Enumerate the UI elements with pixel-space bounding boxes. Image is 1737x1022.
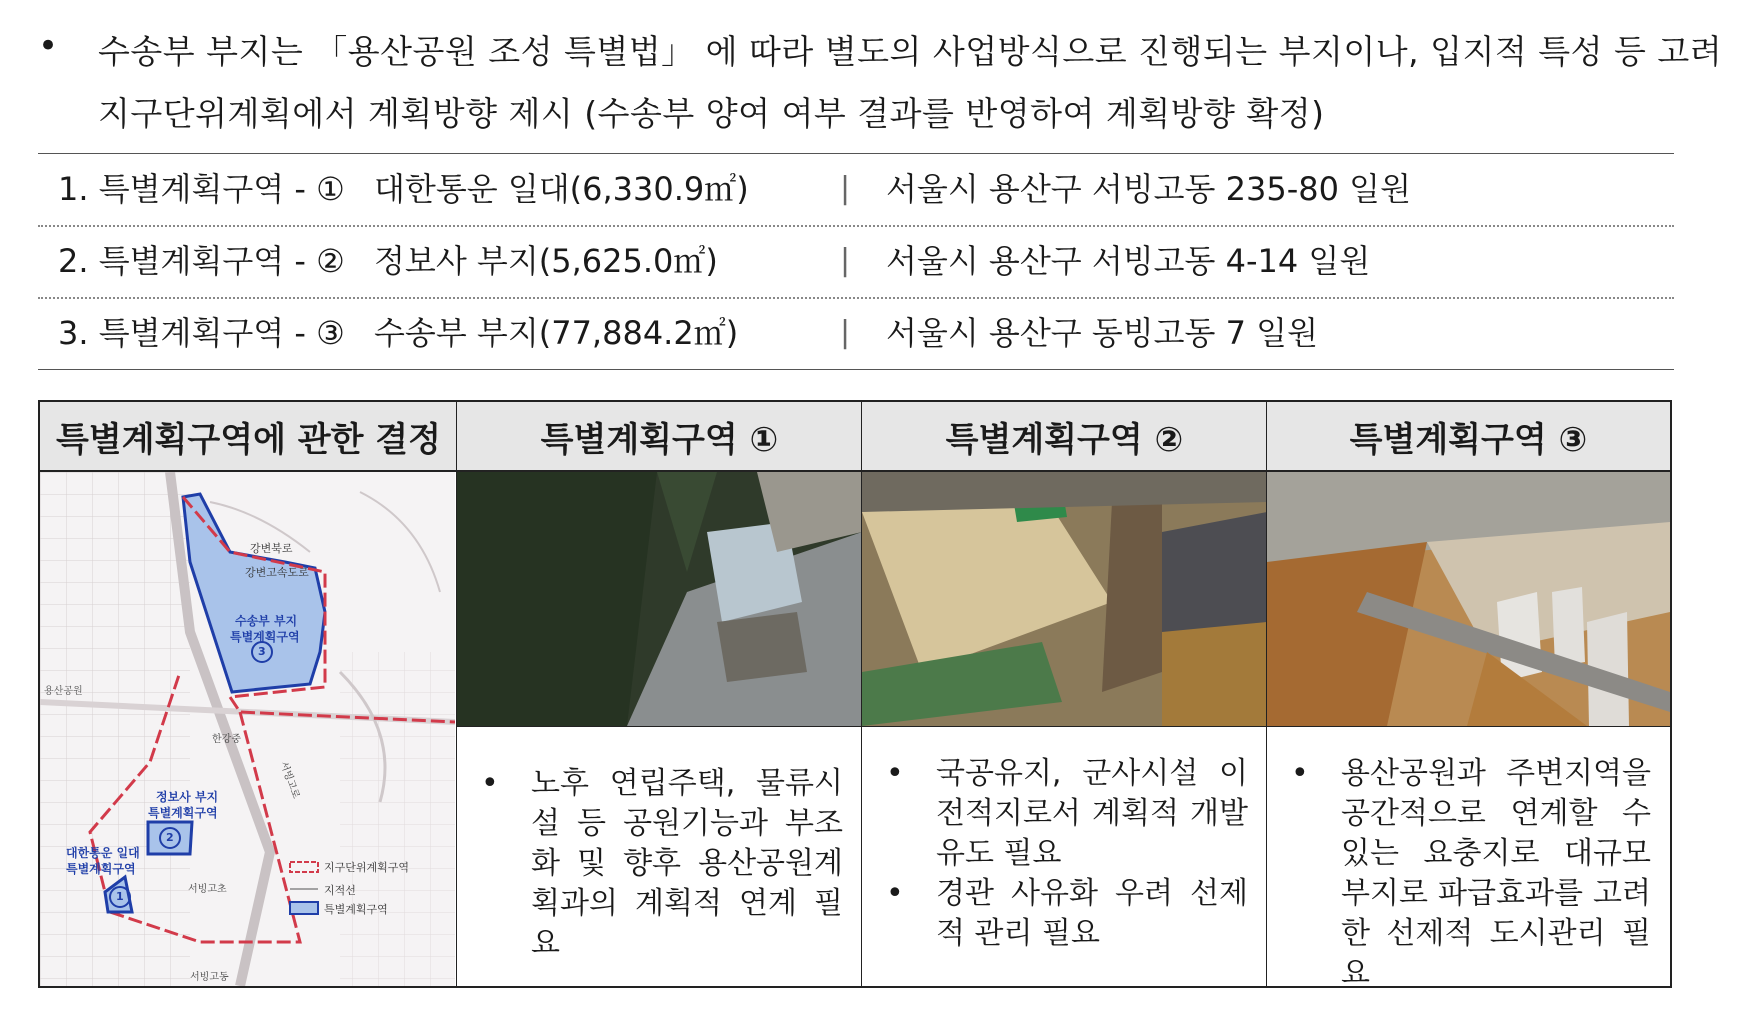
divider — [38, 369, 1674, 370]
map-area-label: 용산공원 — [44, 686, 83, 697]
table-header: 특별계획구역에 관한 결정 — [40, 402, 457, 472]
item-address: 서울시 용산구 서빙고동 4-14 일원 — [886, 242, 1371, 280]
map-zone-label: 정보사 부지 — [156, 790, 219, 804]
legend-item: 지적선 — [324, 884, 356, 897]
item-number: 1. 특별계획구역 - ① — [58, 170, 345, 208]
aerial-photo-zone-3 — [1267, 472, 1670, 726]
zone-3-description — [1267, 728, 1670, 991]
zone-1-description — [457, 728, 862, 986]
special-zone-table — [38, 400, 1672, 991]
table-header: 특별계획구역 ③ — [1267, 402, 1670, 472]
zone-2-description — [862, 728, 1267, 986]
bullet: • — [886, 756, 904, 791]
aerial-photo-zone-2 — [862, 472, 1267, 726]
item-number: 2. 특별계획구역 - ② — [58, 242, 345, 280]
bullet: • — [1291, 756, 1309, 791]
list-item — [38, 297, 1674, 369]
map-zone-label: 특별계획구역 — [66, 862, 136, 876]
map-zone-number: 2 — [166, 831, 174, 844]
bullet: • — [886, 876, 904, 911]
map-area-label: 한강중 — [212, 734, 241, 745]
item-address: 서울시 용산구 동빙고동 7 일원 — [886, 314, 1318, 352]
legend-item: 지구단위계획구역 — [324, 861, 410, 874]
item-name: 수송부 부지(77,884.2㎡) — [374, 314, 739, 352]
item-number: 3. 특별계획구역 - ③ — [58, 314, 345, 352]
description-text: 노후 연립주택, 물류시설 등 공원기능과 부조화 및 향후 용산공원계획과의 계획적 연계 필요 — [531, 766, 843, 961]
intro-line-1: 수송부 부지는 「용산공원 조성 특별법」 에 따라 별도의 사업방식으로 진행되는 부지이나, 입지적 특성 등 고려 — [98, 32, 1723, 71]
description-text: 용산공원과 주변지역을 공간적으로 연계할 수 있는 요충지로 대규모 부지로 파급효과를 고려한 선제적 도시관리 필요 — [1341, 756, 1651, 991]
map-zone-label: 특별계획구역 — [148, 806, 218, 820]
zone-map — [40, 472, 455, 986]
map-zone-label: 수송부 부지 — [235, 614, 298, 628]
map-zone-label: 대한통운 일대 — [66, 846, 140, 860]
legend-item: 특별계획구역 — [324, 903, 388, 916]
intro-line-2: 지구단위계획에서 계획방향 제시 (수송부 양여 여부 결과를 반영하여 계획방향 확정) — [98, 94, 1325, 133]
map-graphic — [40, 472, 455, 986]
map-zone-label: 특별계획구역 — [230, 630, 300, 644]
map-road-label: 강변북로 — [250, 542, 293, 555]
item-name: 정보사 부지(5,625.0㎡) — [374, 242, 718, 280]
map-area-label: 서빙고초 — [188, 884, 227, 895]
description-text: 경관 사유화 우려 선제적 관리 필요 — [936, 876, 1248, 951]
bullet: • — [481, 766, 499, 801]
table-header: 특별계획구역 ① — [457, 402, 862, 472]
list-item — [38, 225, 1674, 297]
map-road-label: 강변고속도로 — [245, 566, 309, 579]
item-address: 서울시 용산구 서빙고동 235-80 일원 — [886, 170, 1411, 208]
map-zone-number: 3 — [258, 645, 266, 658]
description-text: 국공유지, 군사시설 이전적지로서 계획적 개발 유도 필요 — [936, 756, 1248, 871]
separator: | — [840, 315, 851, 350]
row-divider — [457, 726, 1670, 727]
table-header: 특별계획구역 ② — [862, 402, 1267, 472]
separator: | — [840, 171, 851, 206]
item-name: 대한통운 일대(6,330.9㎡) — [374, 170, 749, 208]
list-item — [38, 153, 1674, 225]
aerial-photo-zone-1 — [457, 472, 862, 726]
map-zone-number: 1 — [116, 890, 124, 903]
separator: | — [840, 243, 851, 278]
map-area-label: 서빙고동 — [190, 972, 229, 983]
map-road-label: 서빙고로 — [277, 760, 302, 801]
bullet: • — [38, 26, 59, 66]
